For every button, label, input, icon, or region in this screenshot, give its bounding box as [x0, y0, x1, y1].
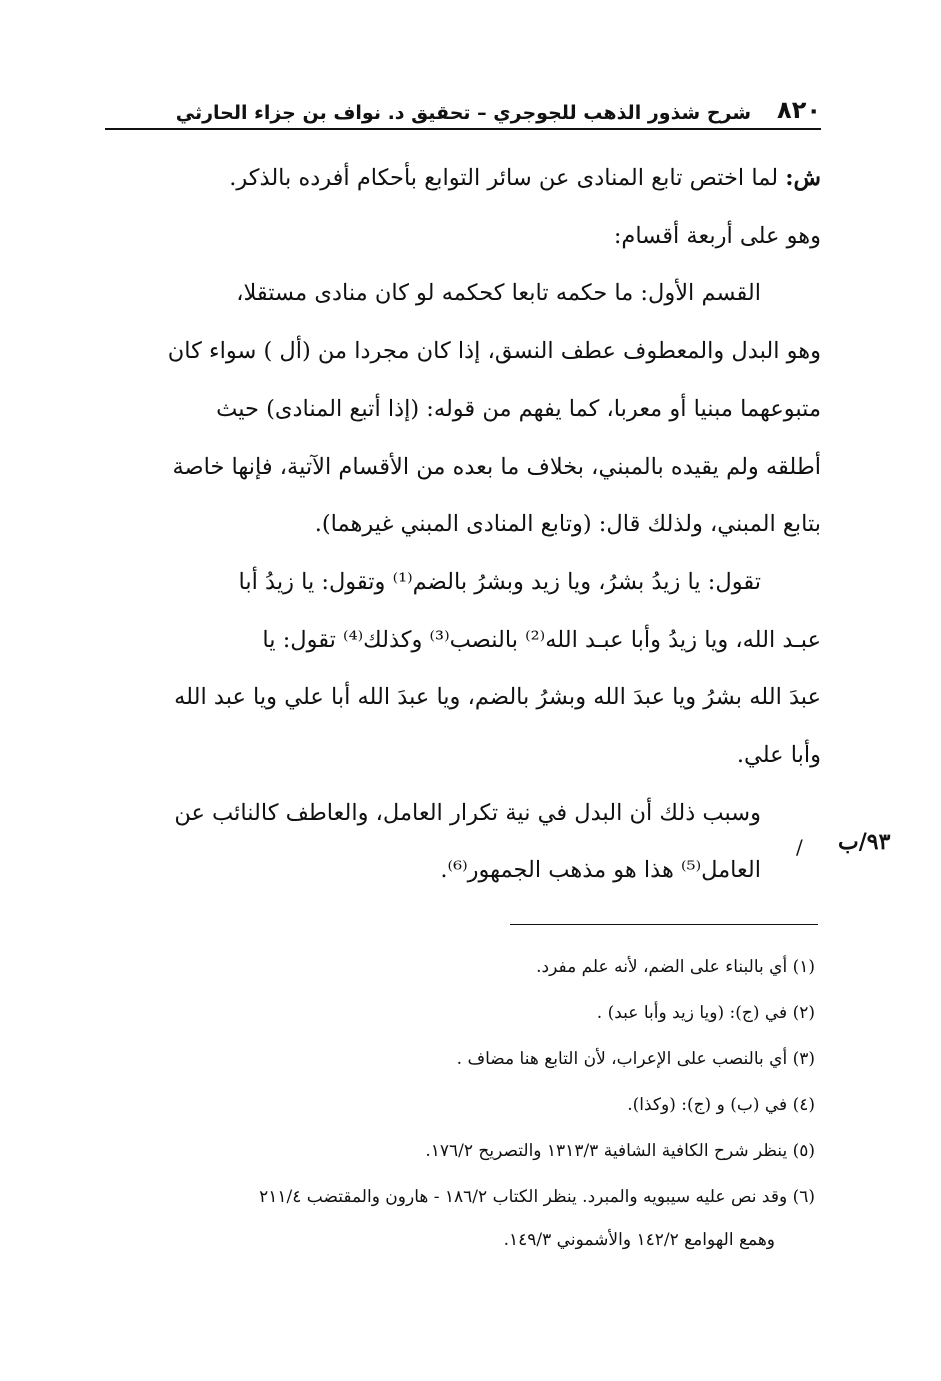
text-line: وأبا علي. — [736, 742, 821, 769]
text-line: أطلقه ولم يقيده بالمبني، بخلاف ما بعده من الأقسام الآتية، فإنها خاصة — [172, 453, 821, 480]
footnote: (٣) أي بالنصب على الإعراب، لأن التابع هنا مضاف . — [456, 1049, 815, 1069]
commentary-label: ش: — [785, 165, 821, 191]
footnote: (٦) وقد نص عليه سيبويه والمبرد. ينظر الكتاب ١٨٦/٢ - هارون والمقتضب ٢١١/٤ — [259, 1187, 815, 1207]
text-line — [98, 150, 821, 208]
main-text — [98, 150, 821, 900]
text-line: عبـد الله، ويا زيدُ وأبا عبـد الله⁽²⁾ بالنصب⁽³⁾ وكذلك⁽⁴⁾ تقول: يا — [262, 626, 821, 653]
text-line: بتابع المبني، ولذلك قال: (وتابع المنادى المبني غيرهما). — [314, 511, 821, 538]
manuscript-folio-reference: ٩٣/ب — [838, 829, 891, 855]
text-line: عبدَ الله بشرُ ويا عبدَ الله وبشرُ بالضم، ويا عبدَ الله أبا علي ويا عبد الله — [174, 684, 821, 711]
text-line: وهو البدل والمعطوف عطف النسق، إذا كان مجردا من (أل ) سواء كان — [167, 338, 821, 365]
text-line: متبوعهما مبنيا أو معربا، كما يفهم من قوله: (إذا أتبع المنادى) حيث — [216, 395, 821, 422]
running-title: شرح شذور الذهب للجوجري – تحقيق د. نواف بن جزاء الحارثي — [175, 102, 752, 124]
text-line: وسبب ذلك أن البدل في نية تكرار العامل، والعاطف كالنائب عن — [174, 799, 761, 826]
footnote-separator — [510, 924, 818, 925]
footnote: (٥) ينظر شرح الكافية الشافية ١٣١٣/٣ والتصريح ١٧٦/٢. — [425, 1141, 815, 1161]
footnote: (٤) في (ب) و (ج): (وكذا). — [627, 1095, 815, 1115]
text-line: وهو على أربعة أقسام: — [613, 222, 821, 249]
running-header — [105, 94, 821, 130]
text-line-content: لما اختص تابع المنادى عن سائر التوابع بأحكام أفرده بالذكر. — [229, 165, 779, 191]
footnotes — [100, 944, 815, 1260]
text-line: تقول: يا زيدُ بشرُ، ويا زيد وبشرُ بالضم⁽¹⁾ وتقول: يا زيدُ أبا — [238, 568, 761, 595]
footnote: (١) أي بالبناء على الضم، لأنه علم مفرد. — [536, 957, 815, 977]
page-number: ٨٢٠ — [777, 96, 821, 124]
folio-break-mark: / — [796, 835, 803, 859]
text-line: القسم الأول: ما حكمه تابعا كحكمه لو كان منادى مستقلا، — [236, 280, 761, 307]
text-line: العامل⁽⁵⁾ هذا هو مذهب الجمهور⁽⁶⁾. — [440, 857, 761, 884]
footnote: (٢) في (ج): (ويا زيد وأبا عبد) . — [596, 1003, 815, 1023]
footnote-continuation: وهمع الهوامع ١٤٢/٢ والأشموني ١٤٩/٣. — [503, 1230, 775, 1250]
